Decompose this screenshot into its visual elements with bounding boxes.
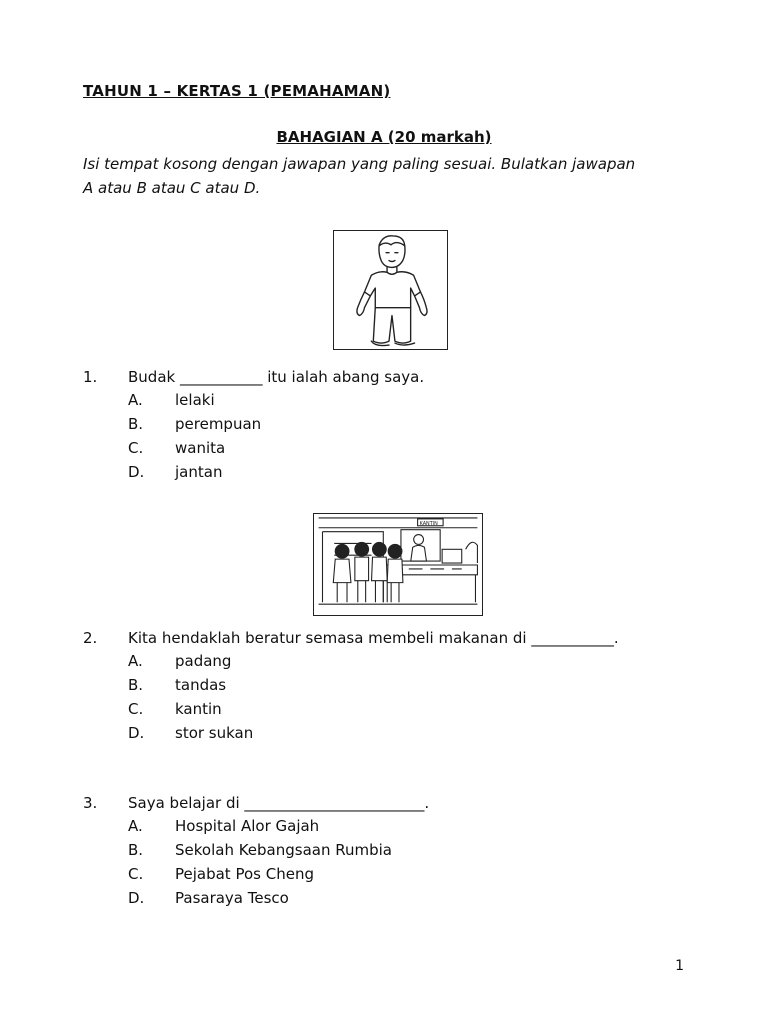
canteen-picture [313, 513, 483, 616]
option-letter: A. [128, 652, 143, 670]
paper-title: TAHUN 1 – KERTAS 1 (PEMAHAMAN) [83, 82, 391, 100]
question-number: 1. [83, 368, 98, 386]
canteen-queue-illustration-icon [314, 514, 482, 615]
option-letter: D. [128, 889, 145, 907]
canteen-sign: KANTIN [419, 520, 438, 527]
option-text: tandas [175, 676, 227, 694]
option-text: kantin [175, 700, 222, 718]
option-text: jantan [175, 463, 223, 481]
option-letter: B. [128, 415, 144, 433]
option-letter: B. [128, 676, 144, 694]
question-stem: Kita hendaklah beratur semasa membeli makanan di ___________. [128, 629, 619, 647]
boy-picture [333, 230, 448, 350]
option-letter: A. [128, 817, 143, 835]
question-1 [83, 365, 703, 485]
option-text: Pasaraya Tesco [175, 889, 289, 907]
instructions [83, 152, 703, 200]
instructions-line-2: A atau B atau C atau D. [83, 179, 261, 197]
option-letter: D. [128, 724, 145, 742]
option-letter: D. [128, 463, 145, 481]
question-number: 3. [83, 794, 98, 812]
section-title: BAHAGIAN A (20 markah) [276, 128, 492, 146]
question-2 [83, 626, 703, 746]
question-stem: Saya belajar di ________________________. [128, 794, 430, 812]
option-letter: C. [128, 700, 144, 718]
option-text: Pejabat Pos Cheng [175, 865, 314, 883]
option-text: Hospital Alor Gajah [175, 817, 320, 835]
option-text: stor sukan [175, 724, 254, 742]
instructions-line-1: Isi tempat kosong dengan jawapan yang paling sesuai. Bulatkan jawapan [83, 155, 636, 173]
question-number: 2. [83, 629, 98, 647]
option-letter: A. [128, 391, 143, 409]
option-text: Sekolah Kebangsaan Rumbia [175, 841, 392, 859]
boy-illustration-icon [334, 231, 447, 349]
page-number: 1 [675, 958, 684, 974]
option-text: padang [175, 652, 232, 670]
option-letter: B. [128, 841, 144, 859]
option-text: lelaki [175, 391, 215, 409]
option-letter: C. [128, 439, 144, 457]
question-stem: Budak ___________ itu ialah abang saya. [128, 368, 425, 386]
option-text: perempuan [175, 415, 262, 433]
option-text: wanita [175, 439, 226, 457]
option-letter: C. [128, 865, 144, 883]
question-3 [83, 791, 703, 911]
